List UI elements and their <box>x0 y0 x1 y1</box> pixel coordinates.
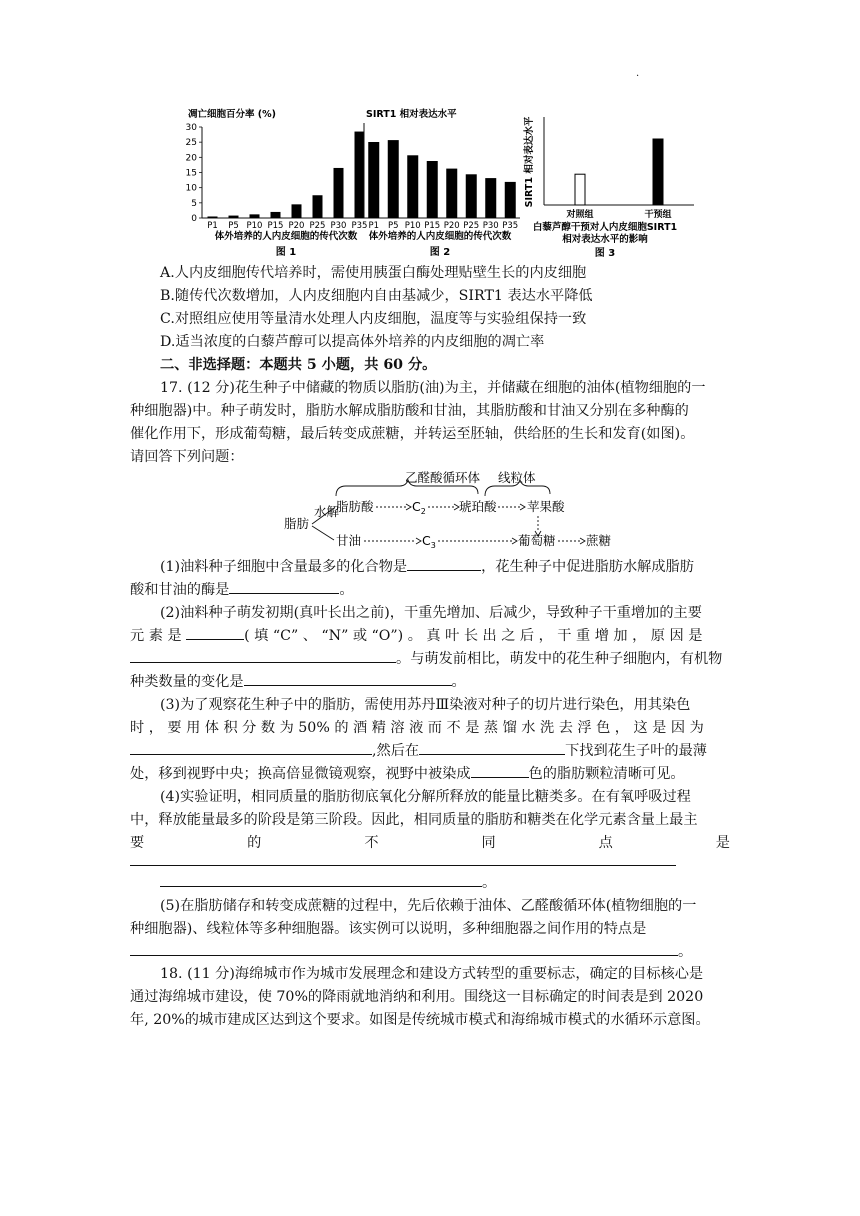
q18-line1: 18. (11 分)海绵城市作为城市发展理念和建设方式转型的重要标志，确定的目标核心是 <box>160 966 704 982</box>
fig2-xtick-label: P35 <box>502 221 519 231</box>
q17-2-blank-3[interactable] <box>244 671 452 686</box>
q17-1-text-d: 。 <box>339 582 354 598</box>
q17-2-line2 <box>130 625 702 647</box>
q17-2-text-e: 。 <box>451 674 466 690</box>
fig1-xtick-label: P30 <box>330 221 347 231</box>
fig1-ytick-label: 30 <box>185 123 197 133</box>
q17-4-word-5: 点 <box>598 835 613 851</box>
fig2-bar <box>505 182 516 218</box>
fig2-bar <box>485 178 496 218</box>
fatty-acid-label: 脂肪酸 <box>336 499 374 514</box>
q17-3-line4 <box>130 763 685 785</box>
q17-2-text-c: 。与萌发前相比，萌发中的花生种子细胞内，有机物 <box>396 651 723 667</box>
c3-main: C <box>422 533 431 548</box>
fig3-xticks <box>565 208 671 220</box>
c2-sub: 2 <box>420 507 426 516</box>
c2-label <box>412 499 426 516</box>
fig2-bar <box>466 174 477 218</box>
q17-2-text-b: ( 填 “C” 、 “N” 或 “O”) 。 真 叶 长 出 之 后 ， 干 重 增 加 ， 原 因 是 <box>244 628 703 644</box>
q17-5-line2: 种细胞器)、线粒体等多种细胞器。该实例可以说明，多种细胞器之间作用的特点是 <box>130 921 647 937</box>
q17-4-blank-2[interactable] <box>160 872 482 887</box>
mito-label: 线粒体 <box>498 470 536 485</box>
q17-2-blank-2[interactable] <box>130 648 396 663</box>
arrowhead-c3-glu <box>512 538 517 544</box>
figures-panel <box>150 100 740 265</box>
cycle-label: 乙醛酸循环体 <box>405 470 481 485</box>
q17-1-blank-2[interactable] <box>229 579 339 594</box>
fig2-xticks <box>368 221 518 231</box>
q17-1-text-c: 酸和甘油的酶是 <box>130 582 230 598</box>
figure-1 <box>186 108 370 258</box>
fig3-bar <box>575 174 585 205</box>
figure-2 <box>364 108 520 258</box>
q17-2-line1: (2)油料种子萌发初期(真叶长出之前)，干重先增加、后减少，导致种子干重增加的主要 <box>160 605 702 621</box>
fig1-ytick-label: 25 <box>185 138 197 149</box>
fig1-xtick-label: P25 <box>309 221 326 231</box>
fig2-xlabel: 体外培养的人内皮细胞的传代次数 <box>368 231 512 242</box>
fig1-bar <box>208 216 218 218</box>
q17-intro-1: 17. (12 分)花生种子中储藏的物质以脂肪(油)为主，并储藏在细胞的油体(植物细胞的一 <box>160 380 706 396</box>
option-a: A.人内皮细胞传代培养时，需使用胰蛋白酶处理贴壁生长的内皮细胞 <box>160 265 587 281</box>
q17-2-blank-1[interactable] <box>186 625 244 640</box>
fig1-ytick-label: 5 <box>191 198 197 209</box>
fig1-xtick-label: P15 <box>267 221 284 231</box>
arrowhead-glu-suc <box>580 538 585 544</box>
q17-5-blank[interactable] <box>130 941 678 956</box>
q17-3-text-b: 下找到花生子叶的最薄 <box>565 743 707 759</box>
fig1-bar <box>271 212 281 218</box>
q17-3-line3 <box>130 740 707 762</box>
q17-1-line2 <box>130 579 354 601</box>
fig1-bars <box>208 132 365 218</box>
q17-4-line3 <box>130 832 730 854</box>
fig2-xtick-label: P10 <box>404 221 421 231</box>
fig2-xtick-label: P25 <box>463 221 480 231</box>
sucrose-label: 蔗糖 <box>586 533 612 548</box>
fig2-bar <box>407 155 418 218</box>
q17-3-line2: 时 ， 要 用 体 积 分 数 为 50% 的 酒 精 溶 液 而 不 是 蒸 馏 水 洗 去 浮 色 ， 这 是 因 为 <box>130 720 704 736</box>
fig3-ylabel: SIRT1 相对表达水平 <box>524 116 535 208</box>
fig1-bar <box>229 216 239 218</box>
fig3-caption-line1: 白藜芦醇干预对人内皮细胞SIRT1 <box>532 222 678 233</box>
q17-4-word-1: 要 <box>130 835 145 851</box>
q17-4-word-2: 的 <box>247 835 262 851</box>
fig3-bar <box>653 139 663 205</box>
q17-3-line1: (3)为了观察花生种子中的脂肪，需使用苏丹Ⅲ染液对种子的切片进行染色，用其染色 <box>160 697 691 713</box>
arrowhead-gly-c3 <box>416 538 421 544</box>
fig1-ytick-label: 15 <box>185 168 197 179</box>
fig2-caption: 图 2 <box>429 247 451 258</box>
fig2-xtick-label: P30 <box>482 221 499 231</box>
fig3-xtick-label: 对照组 <box>566 210 594 220</box>
fig1-ytick-label: 20 <box>185 153 197 164</box>
q17-4-word-3: 不 <box>364 835 379 851</box>
q18-line2: 通过海绵城市建设，使 70%的降雨就地消纳和利用。围绕这一目标确定的时间表是到 2020 <box>130 989 704 1005</box>
q17-2-line3 <box>130 648 722 670</box>
succinate-label: 琥珀酸 <box>459 499 497 514</box>
fig1-xtick-label: P20 <box>288 221 305 231</box>
q17-2-line4 <box>130 671 466 693</box>
q17-4-line5 <box>160 872 496 894</box>
glucose-label: 葡萄糖 <box>518 533 556 548</box>
hydrolysis-label: 水解 <box>314 504 340 519</box>
fig2-bar <box>388 140 399 218</box>
q17-3-blank-2[interactable] <box>419 740 565 755</box>
malate-label: 苹果酸 <box>527 499 565 514</box>
q17-5-line1: (5)在脂肪储存和转变成蔗糖的过程中，先后依赖于油体、乙醛酸循环体(植物细胞的一 <box>160 898 697 914</box>
arrowhead-fa-c2 <box>406 504 411 510</box>
fig1-xlabel: 体外培养的人内皮细胞的传代次数 <box>214 231 358 242</box>
q17-intro-2: 种细胞器)中。种子萌发时，脂肪水解成脂肪酸和甘油，其脂肪酸和甘油又分别在多种酶的 <box>130 403 689 419</box>
q17-intro-3: 催化作用下，形成葡萄糖，最后转变成蔗糖，并转运至胚轴，供给胚的生长和发育(如图)。 <box>130 426 695 442</box>
fig3-bars <box>575 139 663 205</box>
fig2-bars <box>368 140 516 218</box>
q17-2-text-a: 元 素 是 <box>130 628 182 644</box>
fig1-bar <box>334 168 344 218</box>
pathway-diagram <box>280 468 620 550</box>
fig1-bar <box>292 204 302 218</box>
fig1-bar <box>250 214 260 218</box>
fig2-bar <box>427 161 438 218</box>
option-b: B.随传代次数增加，人内皮细胞内自由基减少，SIRT1 表达水平降低 <box>160 288 593 304</box>
figure-3 <box>523 116 694 259</box>
q17-5-end: 。 <box>678 944 693 960</box>
fig1-ytick-label: 10 <box>185 183 197 194</box>
q17-4-end: 。 <box>482 875 497 891</box>
q17-intro-4: 请回答下列问题： <box>130 449 244 465</box>
q17-1-text-b: ，花生种子中促进脂肪水解成脂肪 <box>481 559 694 575</box>
fig1-xtick-label: P1 <box>207 221 218 231</box>
arrowhead-succ-mal <box>520 504 525 510</box>
fig1-xtick-label: P10 <box>246 221 263 231</box>
q17-3-blank-1[interactable] <box>130 740 372 755</box>
q17-4-blank-1[interactable] <box>130 865 676 866</box>
c2-main: C <box>412 499 421 514</box>
q18-line3: 年, 20%的城市建成区达到这个要求。如图是传统城市模式和海绵城市模式的水循环示意图。 <box>130 1012 710 1028</box>
fig1-ytick-label: 0 <box>191 214 197 224</box>
q17-3-text-c: 处，移到视野中央；换高倍显微镜观察，视野中被染成 <box>130 766 471 782</box>
fig1-bar <box>313 195 323 218</box>
q17-1-line1 <box>160 556 694 578</box>
fig2-xtick-label: P15 <box>424 221 441 231</box>
fig1-xtick-label: P35 <box>351 221 368 231</box>
fork-lower <box>312 526 334 540</box>
option-d: D.适当浓度的白藜芦醇可以提高体外培养的内皮细胞的凋亡率 <box>160 334 545 350</box>
q17-4-word-4: 同 <box>481 835 496 851</box>
section-2-heading: 二、非选择题：本题共 5 小题，共 60 分。 <box>160 357 437 373</box>
q17-2-text-d: 种类数量的变化是 <box>130 674 244 690</box>
option-c: C.对照组应使用等量清水处理人内皮细胞，温度等与实验组保持一致 <box>160 311 587 327</box>
fig2-xtick-label: P5 <box>387 221 399 231</box>
q17-4-word-6: 是 <box>715 835 730 851</box>
fig2-axes <box>364 123 520 218</box>
fig3-axes <box>544 117 694 205</box>
q17-3-blank-3[interactable] <box>471 763 529 778</box>
q17-3-text-a: ,然后在 <box>372 743 420 759</box>
c3-label <box>422 533 436 550</box>
fig1-xtick-label: P5 <box>228 221 239 231</box>
fig1-bar <box>355 132 365 218</box>
fig2-ylabel: SIRT1 相对表达水平 <box>366 109 457 120</box>
q17-4-line2: 中，释放能量最多的阶段是第三阶段。因此，相同质量的脂肪和糖类在化学元素含量上最主 <box>130 812 698 828</box>
fig2-bar <box>446 169 457 218</box>
c3-sub: 3 <box>430 541 436 550</box>
fig1-xticks <box>207 221 367 231</box>
fig1-ylabel: 凋亡细胞百分率 (%) <box>188 109 277 120</box>
fat-label: 脂肪 <box>284 516 310 531</box>
q17-5-line3 <box>130 941 692 963</box>
corner-mark: . <box>636 68 640 79</box>
q17-4-line1: (4)实验证明，相同质量的脂肪彻底氧化分解所释放的能量比糖类多。在有氧呼吸过程 <box>160 789 691 805</box>
fig3-xtick-label: 干预组 <box>644 210 672 220</box>
fig3-caption-line2: 相对表达水平的影响 <box>562 234 648 245</box>
q17-1-blank-1[interactable] <box>407 556 481 571</box>
fig3-caption: 图 3 <box>594 248 616 259</box>
fig2-xtick-label: P20 <box>443 221 460 231</box>
q17-3-text-d: 色的脂肪颗粒清晰可见。 <box>528 766 685 782</box>
fig2-bar <box>368 142 379 218</box>
fig2-xtick-label: P1 <box>368 221 380 231</box>
fig1-caption: 图 1 <box>275 247 297 258</box>
glycerol-label: 甘油 <box>336 533 362 548</box>
q17-1-text-a: (1)油料种子细胞中含量最多的化合物是 <box>160 559 408 575</box>
